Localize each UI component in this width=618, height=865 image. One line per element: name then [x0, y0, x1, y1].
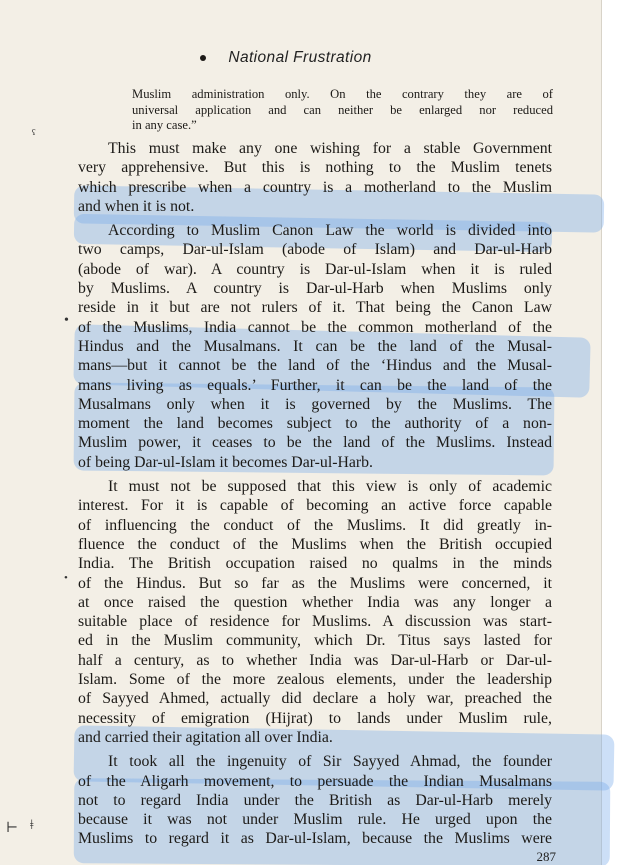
text-line: Muslims to regard it as Dar-ul-Islam, because the Muslims were	[78, 830, 552, 848]
scan-mark: ˤ	[32, 128, 36, 143]
text-line: of influencing the conduct of the Muslims. It did greatly in-	[78, 516, 552, 534]
quote-line: in any case.”	[132, 118, 197, 132]
text-line: very apprehensive. But this is nothing to the Muslim tenets	[78, 159, 552, 177]
text-line: (abode of war). A country is Dar-ul-Islam when it is ruled	[78, 260, 552, 278]
text-line: of the Aligarh movement, to persuade the Indian Musalmans	[78, 772, 552, 790]
text-line: reside in it but are not rulers of it. That being the Canon Law	[78, 299, 552, 317]
text-line: According to Muslim Canon Law the world is divided into	[108, 222, 552, 240]
text-line: of Sayyed Ahmed, actually did declare a holy war, preached the	[78, 690, 552, 708]
text-line: Hindus and the Musalmans. It can be the land of the Musal-	[78, 337, 552, 355]
page-number: 287	[536, 849, 556, 864]
text-line: mans living as equals.’ Further, it can be the land of the	[78, 376, 552, 394]
text-line: Musalmans only when it is governed by the Muslims. The	[78, 395, 552, 413]
text-line: fluence the conduct of the Muslims when the British occupied	[78, 535, 552, 553]
text-line: at once raised the question whether India was any longer a	[78, 593, 552, 611]
text-line: of the Hindus. But so far as the Muslims were concerned, it	[78, 574, 552, 592]
text-line: mans—but it cannot be the land of the ‘Hindus and the Musal-	[78, 357, 552, 375]
text-line: which prescribe when a country is a motherland to the Muslim	[78, 178, 552, 196]
text-line: suitable place of residence for Muslims. A discussion was start-	[78, 613, 552, 631]
scan-mark: ⊢	[6, 821, 19, 836]
text-line: interest. For it is capable of becoming an active force capable	[78, 497, 552, 515]
block-quote	[132, 87, 553, 134]
text-line: This must make any one wishing for a stable Government	[108, 140, 552, 157]
text-line: ed in the Muslim community, which Dr. Titus says lasted for	[78, 632, 552, 650]
text-line: moment the land becomes subject to the authority of a non-	[78, 415, 552, 433]
scan-mark: •	[64, 313, 69, 328]
running-header: National Frustration	[228, 49, 372, 66]
text-line: Muslim power, it ceases to be the land of the Muslims. Instead	[78, 434, 552, 452]
text-line: two camps, Dar-ul-Islam (abode of Islam) and Dar-ul-Harb	[78, 241, 552, 259]
text-line: of being Dar-ul-Islam it becomes Dar-ul-Harb.	[78, 453, 374, 471]
quote-line: universal application and can neither be enlarged nor reduced	[132, 102, 553, 117]
text-line: It took all the ingenuity of Sir Sayyed Ahmad, the founder	[108, 753, 552, 771]
scan-mark: •	[64, 572, 68, 584]
text-line: because it was not under Muslim rule. He urged upon the	[78, 811, 552, 829]
text-line: and carried their agitation all over India.	[78, 728, 333, 746]
text-line: It must not be supposed that this view is only of academic	[108, 478, 552, 496]
paragraph	[78, 221, 552, 472]
text-line: not to regard India under the British as Dar-ul-Harb merely	[78, 791, 552, 809]
text-line: and when it is not.	[78, 197, 195, 215]
quote-line: Muslim administration only. On the contrary they are of	[132, 87, 553, 101]
body-text	[78, 139, 552, 854]
paragraph	[78, 139, 552, 216]
scan-mark: ǂ	[30, 818, 34, 833]
text-line: of the Muslims, India cannot be the common motherland of the	[78, 318, 552, 336]
text-line: by Muslims. A country is Dar-ul-Harb when Muslims only	[78, 280, 552, 298]
text-line: Islam. Some of the more zealous elements, under the leadership	[78, 671, 552, 689]
paragraph	[78, 477, 552, 747]
text-line: necessity of emigration (Hijrat) to lands under Muslim rule,	[78, 709, 552, 727]
paragraph	[78, 752, 552, 848]
text-line: half a century, as to whether India was Dar-ul-Harb or Dar-ul-	[78, 651, 552, 669]
text-line: India. The British occupation raised no qualms in the minds	[78, 555, 552, 573]
